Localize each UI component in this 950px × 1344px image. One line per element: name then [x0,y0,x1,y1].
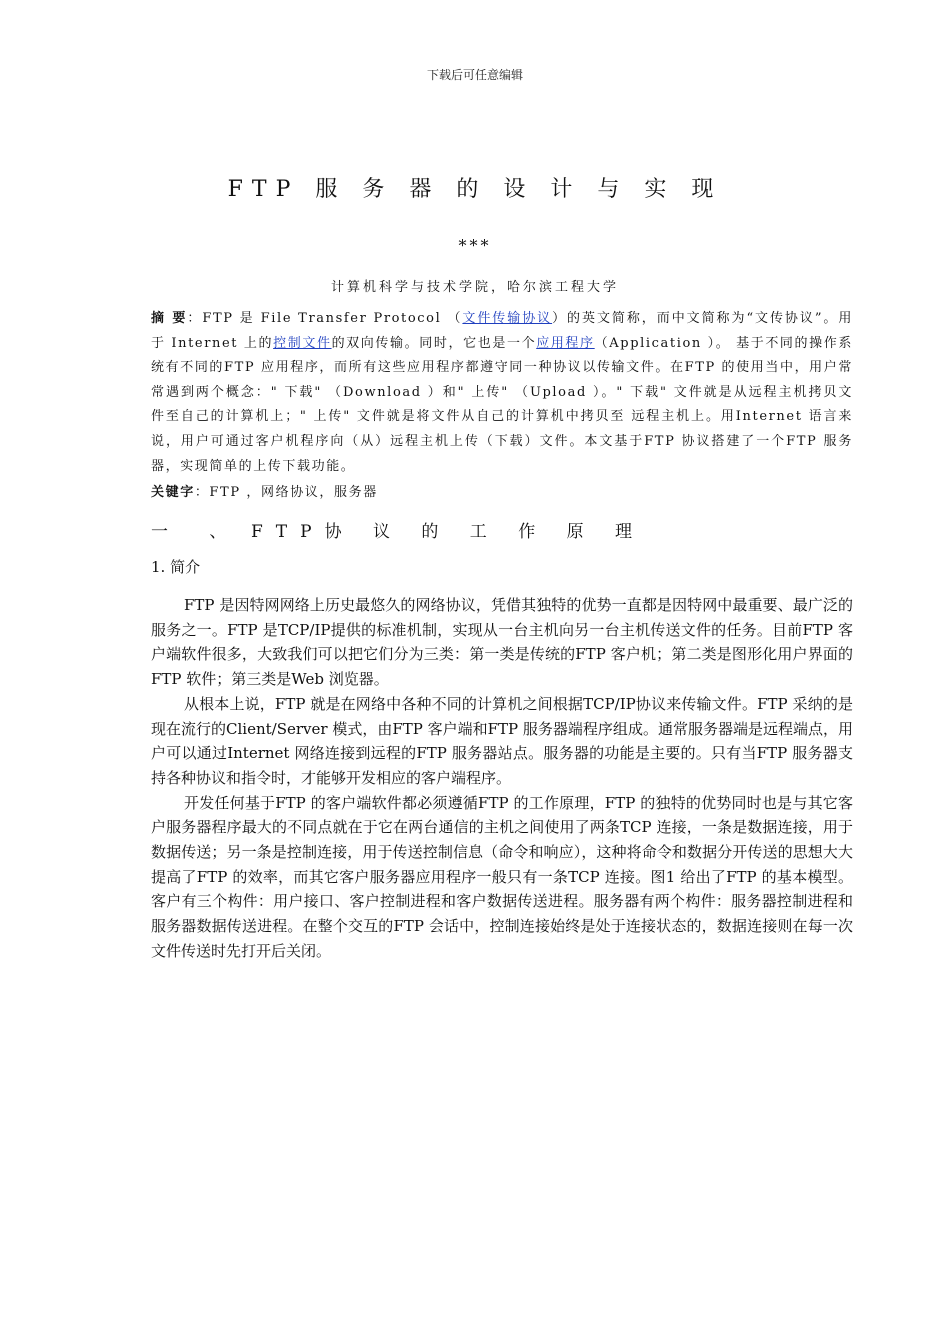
paragraph-2: 从根本上说，FTP 就是在网络中各种不同的计算机之间根据TCP/IP协议来传输文件。FTP 采纳的是现在流行的Client/Server 模式，由FTP 客户端和FTP 服务器端程序组成。通常服务器端是远程端点，用户可以通过Internet 网络连接到远程的FTP 服务器站点。服务器的功能是主要的。只有当FTP 服务器支持各种协议和指令时，才能够开发相应的客户端程序。 [151,694,853,787]
section-heading [151,517,853,542]
abstract-text-2: ）的英文简称，而中文简称为“文传协议”。用于 Internet 上的 [151,311,853,351]
abstract [151,307,853,479]
page-header-note: 下载后可任意编辑 [426,68,523,82]
section-number: 一 、 [151,522,245,542]
author: *** [458,236,492,255]
abstract-colon: ： [187,311,203,326]
keywords-text: FTP ，网络协议，服务器 [209,485,378,500]
body-text [151,593,853,964]
abstract-text-4: （Application ）。 基于不同的操作系统有不同的FTP 应用程序，而所有这些应用程序都遵守同一种协议以传输文件。在FTP 的使用当中，用户常常遇到两个概念：" 下载" （Download ）和" 上传" （Upload ）。" 下载" 文件就是从远程主机拷贝文件至自己的计算机上；" 上传" 文件就是将文件从自己的计算机中拷贝至 远程主机上。用Internet 语言来说，用户可通过客户机程序向（从）远程主机上传（下载）文件。本文基于FTP 协议搭建了一个FTP 服务器，实现简单的上传下载功能。 [151,335,853,474]
abstract-text-1: FTP 是 File Transfer Protocol （ [202,311,463,326]
keywords-label: 关键字 [151,485,195,500]
keywords [151,481,853,500]
link-control-file[interactable]: 控制文件 [273,335,332,351]
abstract-text-3: 的双向传输。同时，它也是一个 [331,335,537,351]
abstract-label: 摘 要 [151,311,188,326]
paragraph-3: 开发任何基于FTP 的客户端软件都必须遵循FTP 的工作原理，FTP 的独特的优势同时也是与其它客户服务器程序最大的不同点就在于它在两台通信的主机之间使用了两条TCP 连接，一条是数据连接，用于数据传送；另一条是控制连接，用于传送控制信息（命令和响应），这种将命令和数据分开传送的思想大大提高了FTP 的效率，而其它客户服务器应用程序一般只有一条TCP 连接。图1 给出了FTP 的基本模型。客户有三个构件：用户接口、客户控制进程和客户数据传送进程。服务器有两个构件：服务器控制进程和服务器数据传送进程。在整个交互的FTP 会话中，控制连接始终是处于连接状态的，数据连接则在每一次文件传送时先打开后关闭。 [151,793,853,960]
paragraph-1: FTP 是因特网网络上历史最悠久的网络协议，凭借其独特的优势一直都是因特网中最重要、最广泛的服务之一。FTP 是TCP/IP提供的标准机制，实现从一台主机向另一台主机传送文件的任务。目前FTP 客户端软件很多，大致我们可以把它们分为三类：第一类是传统的FTP 客户机；第二类是图形化用户界面的FTP 软件；第三类是Web 浏览器。 [151,596,853,689]
document-title: FTP 服 务 器 的 设 计 与 实 现 [227,177,723,202]
subsection-heading: 1. 简介 [151,558,201,576]
section-title: FTP协 议 的 工 作 原 理 [251,522,645,542]
link-file-transfer-protocol[interactable]: 文件传输协议 [462,311,553,326]
affiliation: 计算机科学与技术学院，哈尔滨工程大学 [330,280,619,295]
link-application[interactable]: 应用程序 [536,335,595,351]
keywords-colon: ： [194,485,210,500]
